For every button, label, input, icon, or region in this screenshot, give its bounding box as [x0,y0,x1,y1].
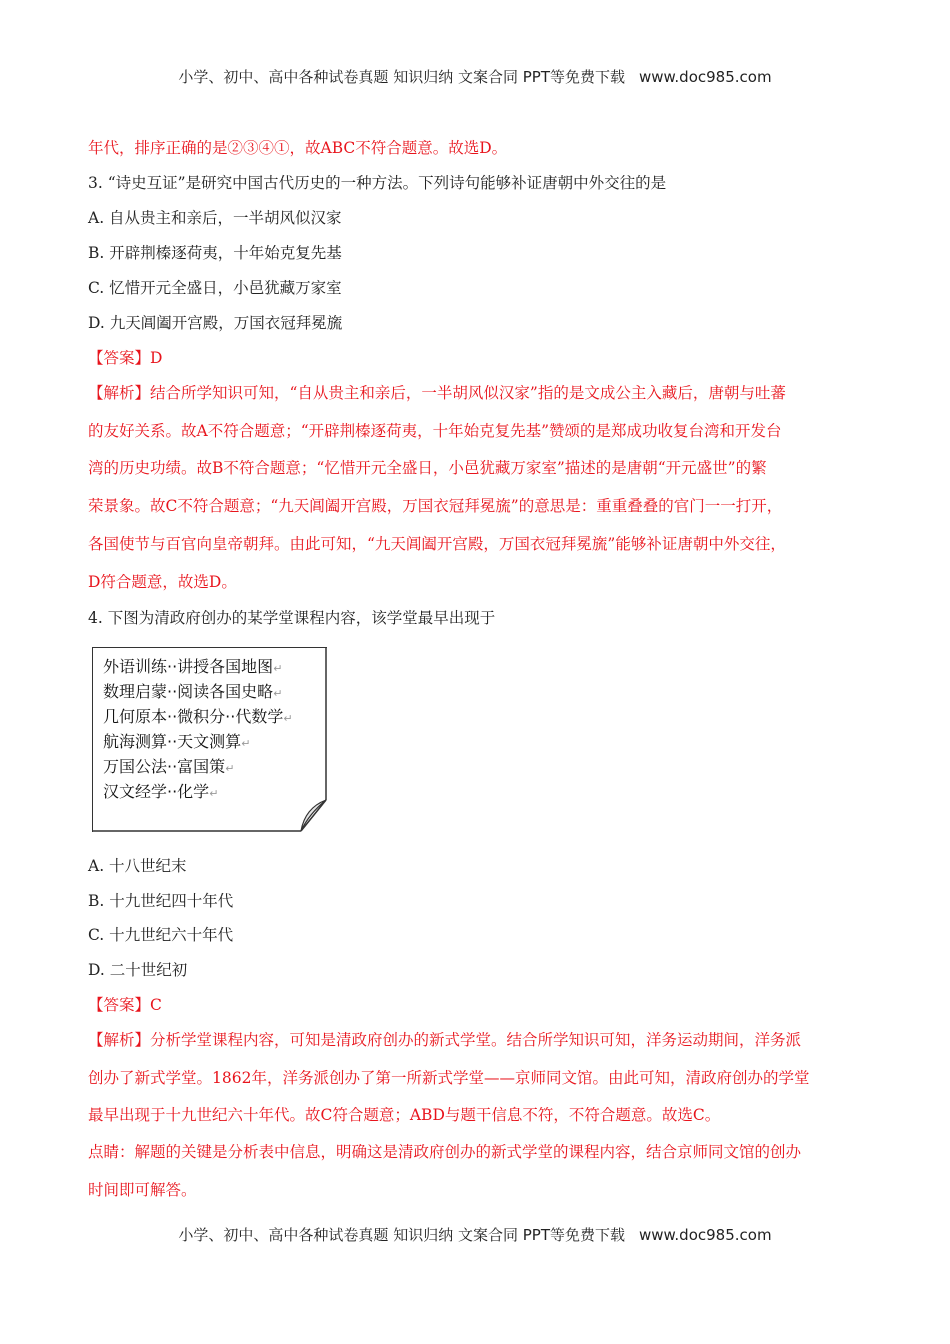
q4-option-d: D. 二十世纪初 [88,961,188,979]
course-line: 外语训练··讲授各国地图↵ [103,657,283,676]
q3-option-c: C. 忆惜开元全盛日，小邑犹藏万家室 [88,279,342,297]
header-text: 小学、初中、高中各种试卷真题 知识归纳 文案合同 PPT等免费下载 [178,68,625,86]
footer-text: 小学、初中、高中各种试卷真题 知识归纳 文案合同 PPT等免费下载 [178,1226,625,1244]
q3-analysis-line: 各国使节与百官向皇帝朝拜。由此可知，“九天阊阖开宫殿，万国衣冠拜冕旒”能够补证唐朝中外交往， [88,535,786,553]
q4-option-a: A. 十八世纪末 [88,857,187,875]
q4-tip-line: 时间即可解答。 [88,1181,197,1199]
q3-analysis-line: 【解析】结合所学知识可知，“自从贵主和亲后，一半胡风似汉家”指的是文成公主入藏后，唐朝与吐蕃 [88,384,786,402]
footer-site-link[interactable]: www.doc985.com [638,1226,772,1244]
course-line: 几何原本··微积分··代数学↵ [103,707,293,726]
header-site-link[interactable]: www.doc985.com [638,68,772,86]
q3-option-a: A. 自从贵主和亲后，一半胡风似汉家 [88,209,342,227]
q3-answer: 【答案】D [88,349,163,367]
q4-option-c: C. 十九世纪六十年代 [88,926,234,944]
q3-analysis-line: 荣景象。故C不符合题意；“九天阊阖开宫殿，万国衣冠拜冕旒”的意思是：重重叠叠的官门一一打开， [88,497,783,515]
previous-answer-tail: 年代，排序正确的是②③④①，故ABC不符合题意。故选D。 [88,139,508,157]
course-list-figure [92,647,327,832]
course-line: 汉文经学··化学↵ [103,782,219,801]
q3-analysis-line: 的友好关系。故A不符合题意；“开辟荆榛逐荷夷，十年始克复先基”赞颂的是郑成功收复台湾和开发台 [88,422,782,440]
page-footer [0,1224,950,1245]
q4-answer: 【答案】C [88,996,162,1014]
course-line: 万国公法··富国策↵ [103,757,235,776]
q3-analysis-line: 湾的历史功绩。故B不符合题意；“忆惜开元全盛日，小邑犹藏万家室”描述的是唐朝“开元盛世”的繁 [88,459,767,477]
q3-option-d: D. 九天阊阖开宫殿，万国衣冠拜冕旒 [88,314,343,332]
q4-tip-line: 点睛：解题的关键是分析表中信息，明确这是清政府创办的新式学堂的课程内容，结合京师同文馆的创办 [88,1143,802,1161]
course-line: 数理启蒙··阅读各国史略↵ [103,682,283,701]
q3-stem: 3. “诗史互证”是研究中国古代历史的一种方法。下列诗句能够补证唐朝中外交往的是 [88,174,667,192]
page-header [0,66,950,87]
q3-option-b: B. 开辟荆榛逐荷夷，十年始克复先基 [88,244,342,262]
q4-analysis-line: 最早出现于十九世纪六十年代。故C符合题意；ABD与题干信息不符，不符合题意。故选C。 [88,1106,721,1124]
q4-analysis-line: 【解析】分析学堂课程内容，可知是清政府创办的新式学堂。结合所学知识可知，洋务运动期间，洋务派 [88,1031,802,1049]
q3-analysis-line: D符合题意，故选D。 [88,573,237,591]
q4-stem: 4. 下图为清政府创办的某学堂课程内容，该学堂最早出现于 [88,609,496,627]
q4-option-b: B. 十九世纪四十年代 [88,892,234,910]
course-line: 航海测算··天文测算↵ [103,732,251,751]
q4-analysis-line: 创办了新式学堂。1862年，洋务派创办了第一所新式学堂——京师同文馆。由此可知，清政府创办的学堂 [88,1069,810,1087]
